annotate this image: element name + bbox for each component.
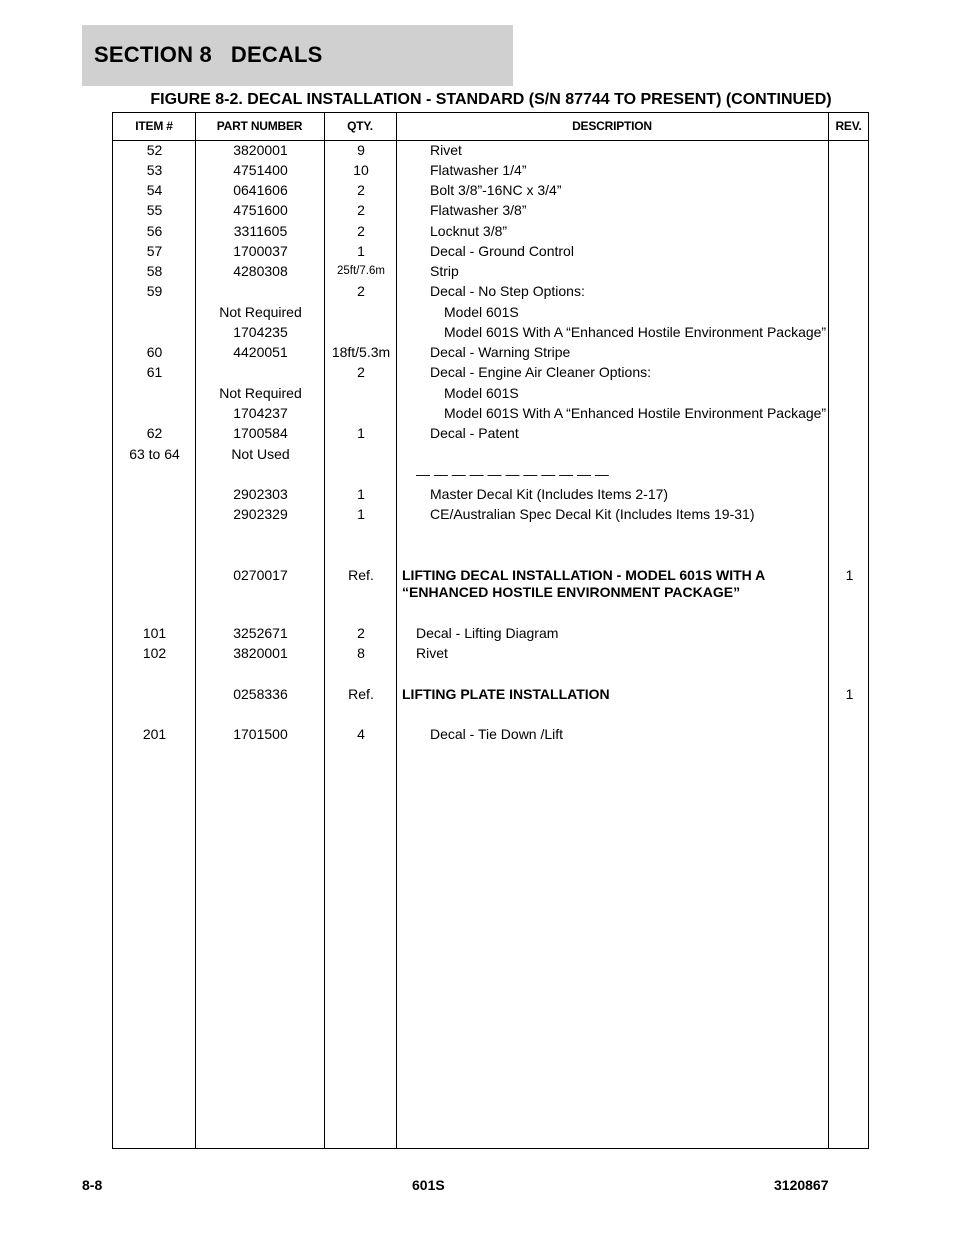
header-description: DESCRIPTION xyxy=(572,119,652,133)
header-divider xyxy=(113,140,868,141)
qty-cell: 1 xyxy=(357,506,365,522)
item-number-cell: 201 xyxy=(142,726,167,742)
part-number-cell: 1701500 xyxy=(233,726,288,742)
part-number-cell: 4280308 xyxy=(233,263,288,279)
description-cell: Locknut 3/8” xyxy=(430,223,508,239)
description-cell: Rivet xyxy=(416,645,448,661)
part-number-cell: 1700584 xyxy=(233,425,288,441)
header-item: ITEM # xyxy=(135,119,173,133)
part-number-cell: 3252671 xyxy=(233,625,288,641)
table-row xyxy=(113,686,868,706)
parts-table xyxy=(112,112,869,1149)
description-cell: Decal - Ground Control xyxy=(430,243,574,259)
description-cell: Model 601S With A “Enhanced Hostile Environment Package” xyxy=(444,324,827,340)
item-number-cell: 63 to 64 xyxy=(129,446,180,462)
table-row xyxy=(113,506,868,526)
qty-cell: 4 xyxy=(357,726,365,742)
item-number-cell: 53 xyxy=(146,162,163,178)
item-number-cell: 58 xyxy=(146,263,163,279)
description-cell: Rivet xyxy=(430,142,462,158)
description-cell: Model 601S xyxy=(444,385,519,401)
description-cell: Decal - No Step Options: xyxy=(430,283,585,299)
table-row xyxy=(113,486,868,506)
item-number-cell: 55 xyxy=(146,202,163,218)
table-row xyxy=(113,263,868,283)
item-number-cell: 60 xyxy=(146,344,163,360)
qty-cell: 10 xyxy=(353,162,369,178)
part-number-cell: 0258336 xyxy=(233,686,288,702)
description-cell: Decal - Warning Stripe xyxy=(430,344,571,360)
section-title: SECTION 8 DECALS xyxy=(94,42,323,67)
description-cell: Bolt 3/8”-16NC x 3/4” xyxy=(430,182,562,198)
figure-title: FIGURE 8-2. DECAL INSTALLATION - STANDARD (S/N 87744 TO PRESENT) (CONTINUED) xyxy=(150,91,832,108)
part-number-cell: 3311605 xyxy=(233,223,288,239)
item-number-cell: 56 xyxy=(146,223,163,239)
table-row xyxy=(113,162,868,182)
part-number-cell: 0270017 xyxy=(233,567,288,583)
item-number-cell: 62 xyxy=(146,425,163,441)
table-row xyxy=(113,344,868,364)
table-row xyxy=(113,324,868,344)
item-number-cell: 57 xyxy=(146,243,163,259)
table-row xyxy=(113,223,868,243)
table-row xyxy=(113,364,868,384)
qty-cell: 2 xyxy=(357,202,365,218)
table-row xyxy=(113,567,868,600)
table-row xyxy=(113,385,868,405)
qty-cell: 1 xyxy=(357,243,365,259)
description-cell: Strip xyxy=(430,263,459,279)
description-cell: LIFTING PLATE INSTALLATION xyxy=(402,686,610,702)
table-row xyxy=(113,405,868,425)
table-row xyxy=(113,243,868,263)
part-number-cell: Not Required xyxy=(219,385,302,401)
item-number-cell: 54 xyxy=(146,182,163,198)
qty-cell: Ref. xyxy=(348,567,374,583)
part-number-cell: 2902329 xyxy=(233,506,288,522)
footer-doc-number: 3120867 xyxy=(774,1177,829,1193)
qty-cell: 2 xyxy=(357,223,365,239)
part-number-cell: 3820001 xyxy=(233,645,288,661)
table-row xyxy=(113,182,868,202)
footer-page-number: 8-8 xyxy=(82,1177,103,1193)
rev-cell: 1 xyxy=(845,567,854,583)
header-qty: QTY. xyxy=(347,119,373,133)
item-number-cell: 59 xyxy=(146,283,163,299)
qty-cell: 25ft/7.6m xyxy=(337,265,385,277)
description-cell: Model 601S xyxy=(444,304,519,320)
part-number-cell: 1700037 xyxy=(233,243,288,259)
header-part-number: PART NUMBER xyxy=(216,119,303,133)
description-cell: Decal - Lifting Diagram xyxy=(416,625,559,641)
qty-cell: 8 xyxy=(357,645,365,661)
item-number-cell: 102 xyxy=(142,645,167,661)
table-row xyxy=(113,425,868,445)
qty-cell: 1 xyxy=(357,425,365,441)
qty-cell: 9 xyxy=(357,142,365,158)
part-number-cell: 4751400 xyxy=(233,162,288,178)
qty-cell: 1 xyxy=(357,486,365,502)
header-rev: REV. xyxy=(835,119,862,133)
description-cell: Flatwasher 1/4” xyxy=(430,162,527,178)
part-number-cell: 2902303 xyxy=(233,486,288,502)
table-row xyxy=(113,446,868,466)
qty-cell: Ref. xyxy=(348,686,374,702)
description-cell: Decal - Patent xyxy=(430,425,519,441)
section-header xyxy=(82,25,513,86)
item-number-cell: 52 xyxy=(146,142,163,158)
part-number-cell: 0641606 xyxy=(233,182,288,198)
part-number-cell: 3820001 xyxy=(233,142,288,158)
description-cell: Decal - Engine Air Cleaner Options: xyxy=(430,364,651,380)
part-number-cell: Not Used xyxy=(231,446,290,462)
item-number-cell: 61 xyxy=(146,364,163,380)
part-number-cell: 4420051 xyxy=(233,344,288,360)
table-row xyxy=(113,202,868,222)
table-row xyxy=(113,283,868,303)
rev-cell: 1 xyxy=(845,686,854,702)
qty-cell: 18ft/5.3m xyxy=(331,344,391,360)
description-cell: Flatwasher 3/8” xyxy=(430,202,527,218)
item-number-cell: 101 xyxy=(142,625,167,641)
table-row xyxy=(113,142,868,162)
part-number-cell: 1704235 xyxy=(233,324,288,340)
table-row xyxy=(113,466,868,486)
qty-cell: 2 xyxy=(357,625,365,641)
table-row xyxy=(113,726,868,746)
description-cell: Model 601S With A “Enhanced Hostile Environment Package” xyxy=(444,405,827,421)
part-number-cell: Not Required xyxy=(219,304,302,320)
part-number-cell: 4751600 xyxy=(233,202,288,218)
description-cell: Decal - Tie Down /Lift xyxy=(430,726,564,742)
description-cell: CE/Australian Spec Decal Kit (Includes Items 19-31) xyxy=(430,506,755,522)
footer-model: 601S xyxy=(412,1177,445,1193)
description-cell: — — — — — — — — — — — xyxy=(416,466,609,482)
table-row xyxy=(113,304,868,324)
part-number-cell: 1704237 xyxy=(233,405,288,421)
qty-cell: 2 xyxy=(357,364,365,380)
description-cell: Master Decal Kit (Includes Items 2-17) xyxy=(430,486,669,502)
description-cell: LIFTING DECAL INSTALLATION - MODEL 601S WITH A “ENHANCED HOSTILE ENVIRONMENT PACKAGE” xyxy=(402,567,765,600)
table-row xyxy=(113,645,868,665)
qty-cell: 2 xyxy=(357,182,365,198)
qty-cell: 2 xyxy=(357,283,365,299)
table-row xyxy=(113,625,868,645)
